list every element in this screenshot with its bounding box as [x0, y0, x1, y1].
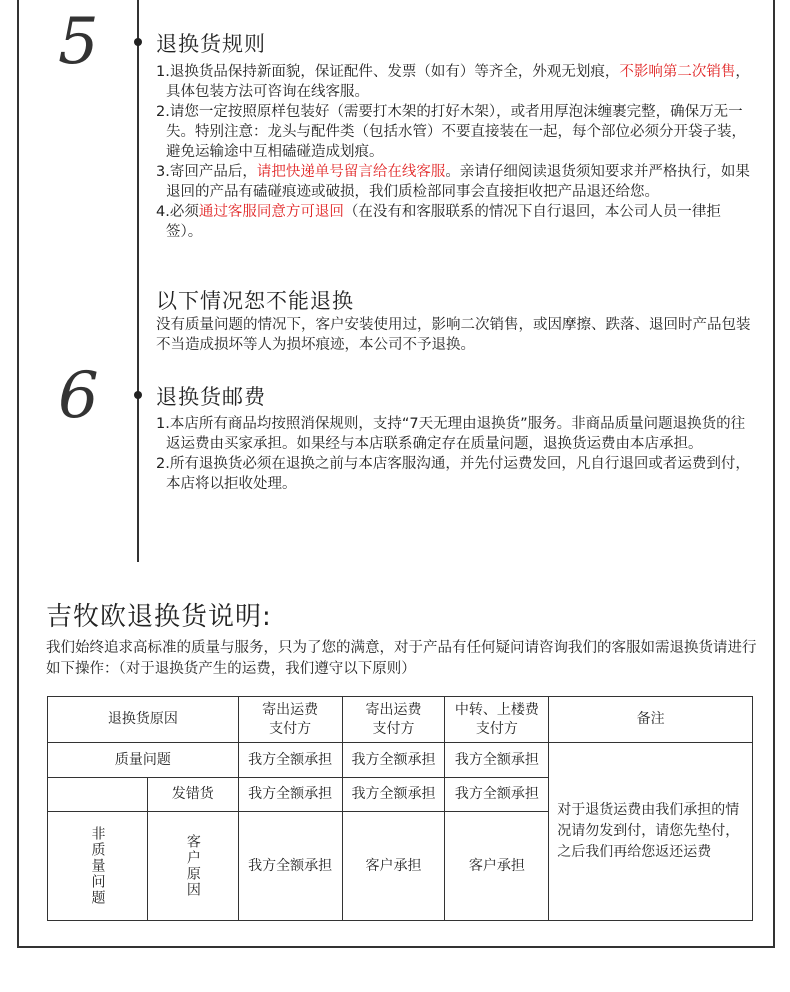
rule-item-4: 4.必须通过客服同意方可退回（在没有和客服联系的情况下自行退回，本公司人员一律拒签）。: [156, 204, 721, 240]
rule-item-3: 3.寄回产品后，请把快递单号留言给在线客服。亲请仔细阅读退货须知要求并严格执行，如果退回的产品有磕碰痕迹或破损，我们质检部同事会直接拒收把产品退还给您。: [156, 164, 750, 200]
header-reason: 退换货原因: [48, 697, 239, 743]
header-send-fee: 寄出运费 支付方: [238, 697, 342, 743]
empty-cell: [48, 778, 148, 812]
table-header-row: [48, 697, 753, 743]
explanation-title: 吉牧欧退换货说明:: [46, 602, 272, 632]
return-policy-table: [47, 696, 753, 921]
table-cell: 我方全额承担: [445, 778, 549, 812]
table-cell: 客户承担: [342, 812, 445, 921]
explanation-intro: 我们始终追求高标准的质量与服务，只为了您的满意，对于产品有任何疑问请咨询我们的客服如需退换货请进行如下操作：（对于退换货产生的运费，我们遵守以下原则）: [46, 640, 757, 677]
table-cell: 我方全额承担: [342, 743, 445, 778]
row-label-quality: 质量问题: [48, 743, 239, 778]
timeline-line: [137, 0, 139, 562]
table-cell: 我方全额承担: [238, 778, 342, 812]
table-cell: 我方全额承担: [238, 743, 342, 778]
note-cell: 对于退货运费由我们承担的情况请勿发到付，请您先垫付，之后我们再给您返还运费: [549, 743, 753, 921]
table-row: [48, 743, 753, 778]
rule-item-2: 2.请您一定按照原样包装好（需要打木架的打好木架），或者用厚泡沫缠裹完整，确保万无一失。特别注意：龙头与配件类（包括水管）不要直接装在一起，每个部位必须分开袋子装，避免运输途中互相磕碰造成划痕。: [156, 104, 746, 160]
timeline-dot: [134, 391, 142, 399]
table-cell: 客户承担: [445, 812, 549, 921]
header-note: 备注: [549, 697, 753, 743]
shipping-item-1: 1.本店所有商品均按照消保规则，支持“7天无理由退换货”服务。非商品质量问题退换货的往返运费由买家承担。如果经与本店联系确定存在质量问题，退换货运费由本店承担。: [156, 416, 746, 452]
section-number-5: 5: [58, 5, 99, 79]
row-label-non-quality: 非质量问题: [48, 812, 148, 921]
header-send-fee-2: 寄出运费 支付方: [342, 697, 445, 743]
rules-list: [156, 62, 756, 242]
rules-heading: 退换货规则: [156, 32, 266, 56]
table-cell: 我方全额承担: [342, 778, 445, 812]
timeline-dot: [134, 38, 142, 46]
table-cell: 我方全额承担: [445, 743, 549, 778]
row-label-wrong-item: 发错货: [147, 778, 238, 812]
shipping-heading: 退换货邮费: [156, 385, 266, 409]
section-number-6: 6: [58, 359, 99, 433]
header-transit-fee: 中转、上楼费 支付方: [445, 697, 549, 743]
exceptions-heading: 以下情况恕不能退换: [156, 289, 354, 313]
shipping-item-2: 2.所有退换货必须在退换之前与本店客服沟通，并先付运费发回，凡自行退回或者运费到付，本店将以拒收处理。: [156, 456, 750, 492]
rule-item-1: 1.退换货品保持新面貌，保证配件、发票（如有）等齐全，外观无划痕，不影响第二次销售，具体包装方法可咨询在线客服。: [156, 64, 750, 100]
shipping-list: [156, 414, 756, 494]
exceptions-text: 没有质量问题的情况下，客户安装使用过，影响二次销售，或因摩擦、跌落、退回时产品包装不当造成损坏等人为损坏痕迹，本公司不予退换。: [156, 317, 751, 353]
row-label-customer-reason: 客户原因: [147, 812, 238, 921]
table-cell: 我方全额承担: [238, 812, 342, 921]
